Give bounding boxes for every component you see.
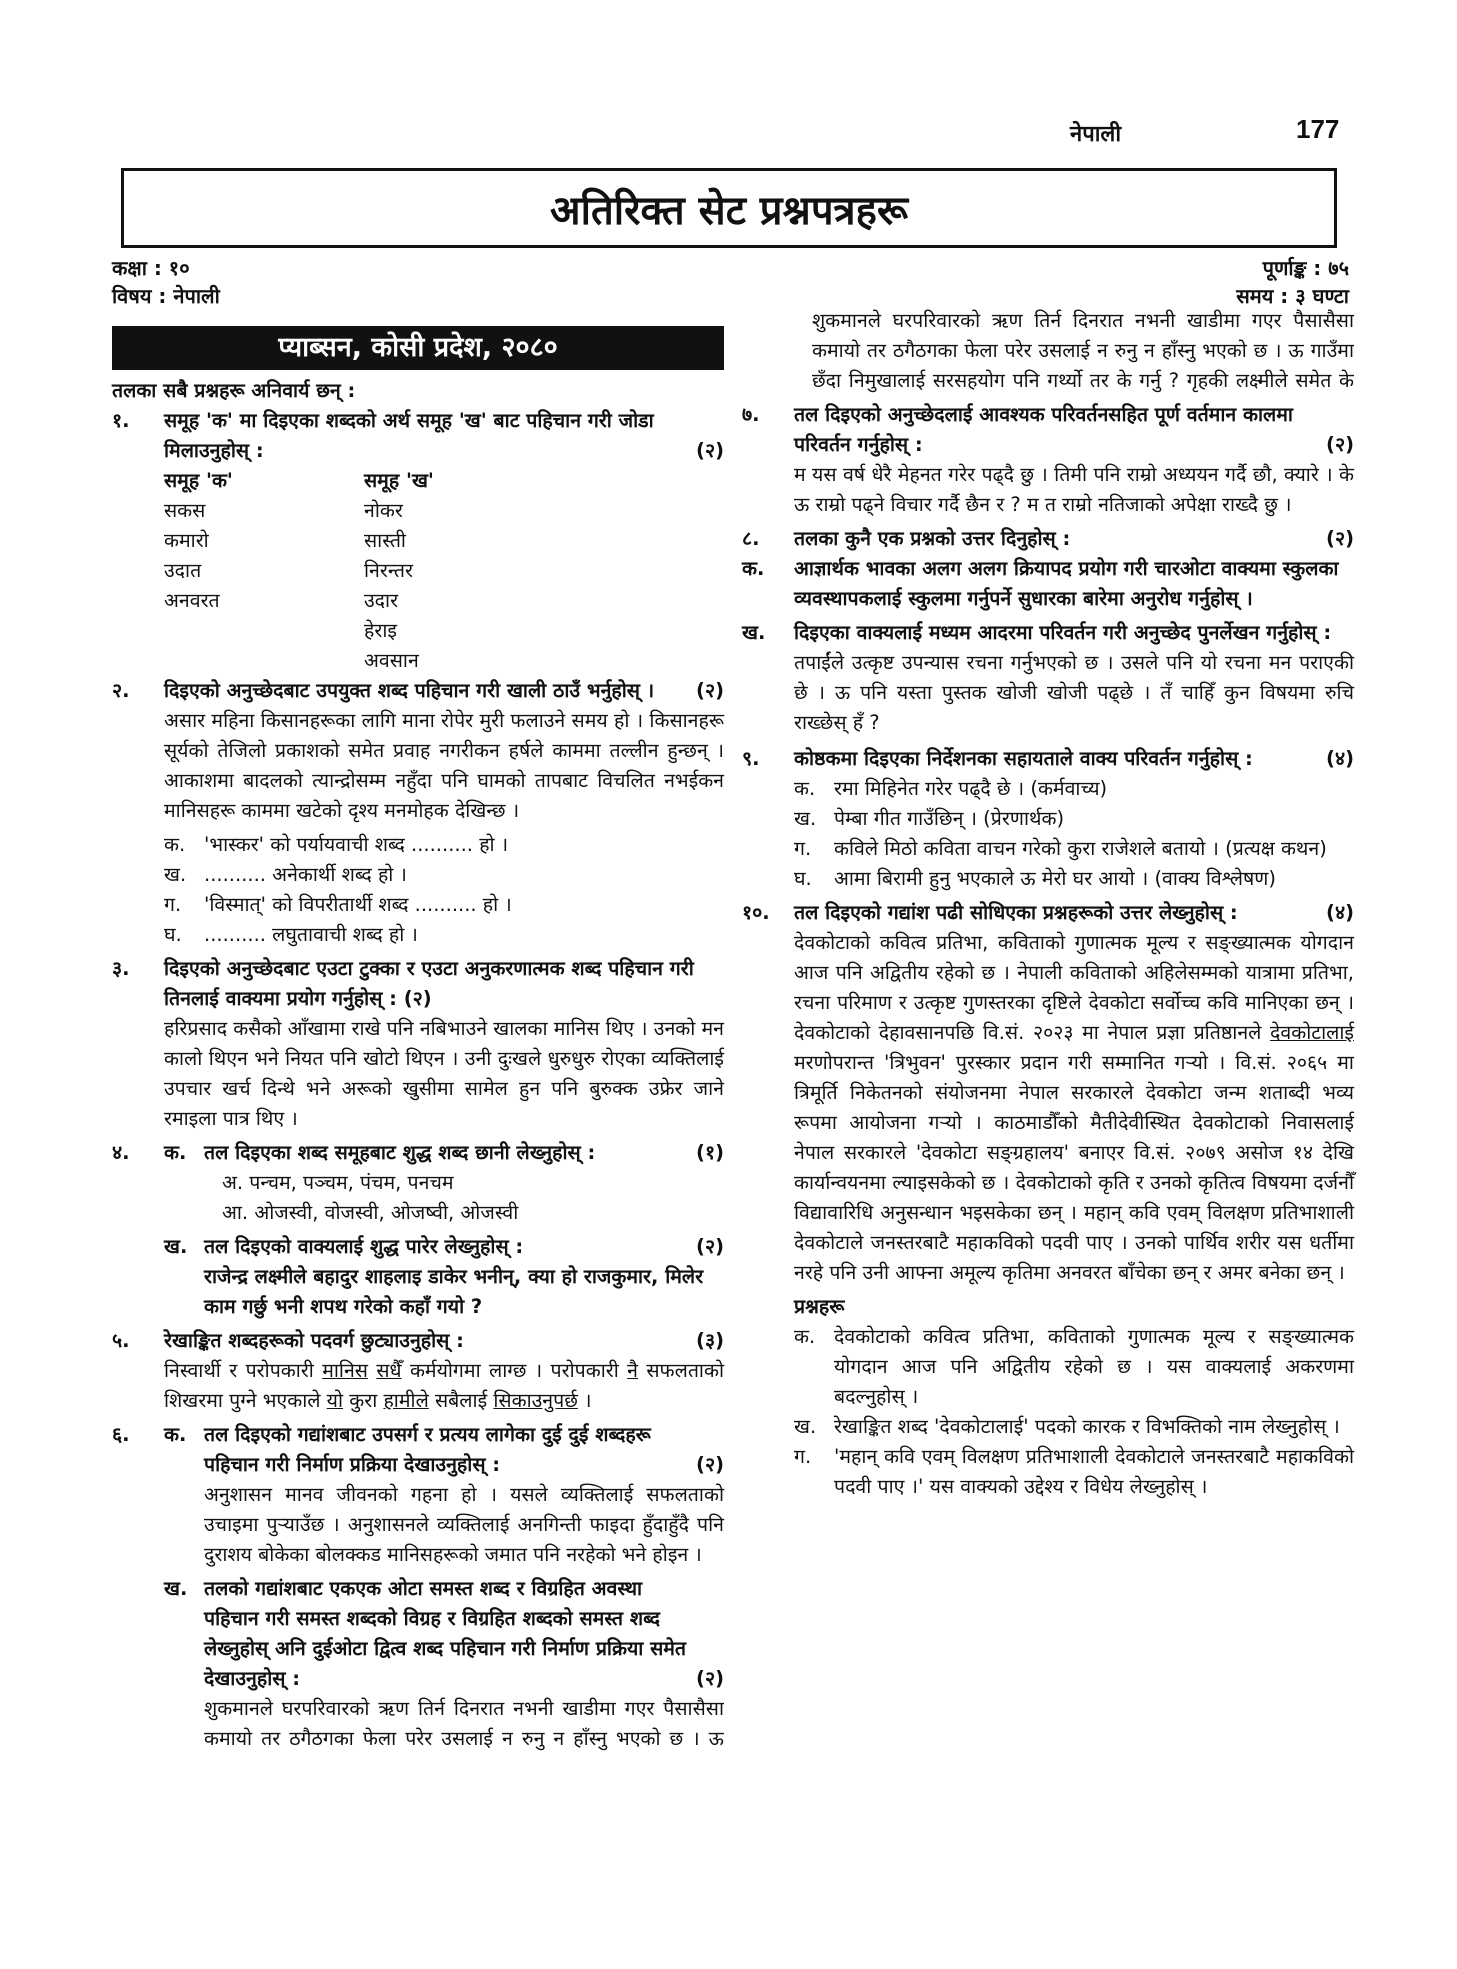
question-10 bbox=[742, 898, 1354, 928]
passage: तपाईंले उत्कृष्ट उपन्यास रचना गर्नुभएको छ । उसले पनि यो रचना मन पराएकी छे । ऊ पनि यस्ता पुस्तक खोजी खोजी पढ्छे । तँ चाहिँ कुन विषयमा रुचि राख्छेस् हँ ? bbox=[794, 651, 1354, 734]
question-marks: (२) bbox=[696, 1235, 724, 1258]
subject-label: विषय : नेपाली bbox=[112, 284, 220, 308]
exam-banner: प्याब्सन, कोसी प्रदेश, २०८० bbox=[112, 326, 724, 370]
sub-item-text: 'विस्मात्' को विपरीतार्थी शब्द .......... हो । bbox=[204, 893, 512, 916]
sub-question-text: आज्ञार्थक भावका अलग अलग क्रियापद प्रयोग गरी चारओटा वाक्यमा स्कुलका व्यवस्थापकलाई स्कुलमा गर्नुपर्ने सुधारका बारेमा अनुरोध गर्नुहोस् । bbox=[794, 557, 1339, 610]
sub-item bbox=[112, 920, 724, 950]
question-text: दिइएको अनुच्छेदबाट उपयुक्त शब्द पहिचान गरी खाली ठाउँ भर्नुहोस् । bbox=[164, 679, 655, 702]
passage-text: कुरा bbox=[343, 1389, 384, 1412]
passage-text: कर्मयोगमा लाग्छ । परोपकारी bbox=[401, 1359, 628, 1382]
sub-item-text: 'महान् कवि एवम् विलक्षण प्रतिभाशाली देवकोटाले जनस्तरबाटै महाकविको पदवी पाए ।' यस वाक्यको उद्देश्य र विधेय लेख्नुहोस् । bbox=[834, 1445, 1354, 1498]
question-9 bbox=[742, 744, 1354, 774]
question-marks: (३) bbox=[696, 1329, 724, 1352]
sub-item-label: घ. bbox=[164, 923, 182, 946]
group-b-item: निरन्तर bbox=[364, 559, 413, 582]
question-number: ४. bbox=[112, 1141, 130, 1164]
group-b-heading: समूह 'ख' bbox=[364, 469, 434, 492]
question-number: ९. bbox=[742, 747, 760, 770]
passage-text: सफलताको शिखरमा पुग्ने भएकाले bbox=[164, 1359, 725, 1412]
question-2 bbox=[112, 676, 724, 706]
underlined-word: सिकाउनुपर्छ bbox=[493, 1389, 578, 1412]
question-text: तलका कुनै एक प्रश्नको उत्तर दिनुहोस् : bbox=[794, 527, 1071, 550]
question-marks: (४) bbox=[1326, 747, 1354, 770]
question-marks: (२) bbox=[696, 1667, 724, 1690]
passage-text: मरणोपरान्त 'त्रिभुवन' पुरस्कार प्रदान गरी सम्मानित गर्‍यो । वि.सं. २०६५ मा त्रिमूर्ति निकेतनको संयोजनमा नेपाल सरकारले देवकोटा जन्म शताब्दी भव्य रूपमा आयोजना गर्‍यो । काठमाडौँको मैतीदेवीस्थित देवकोटाको निवासलाई नेपाल सरकारले 'देवकोटा सङ्ग्रहालय' बनाएर वि.सं. २०७९ असोज १४ देखि कार्यान्वयनमा ल्याइसकेको छ । देवकोटाको कृति र उनको कृतित्व विषयमा दर्जनौँ विद्यावारिधि अनुसन्धान भइसकेका छन् । महान् कवि एवम् विलक्षण प्रतिभाशाली देवकोटाले जनस्तरबाटै महाकविको पदवी पाए । उनको पार्थिव शरीर यस धर्तीमा नरहे पनि उनी आफ्ना अमूल्य कृतिमा अनवरत बाँचेका छन् र अमर बनेका छन् । bbox=[794, 1051, 1354, 1284]
question-number: ३. bbox=[112, 957, 130, 980]
question-marks: (२) bbox=[696, 439, 724, 462]
question-text: तल दिइएको अनुच्छेदलाई आवश्यक परिवर्तनसहित पूर्ण वर्तमान कालमा परिवर्तन गर्नुहोस् : bbox=[794, 403, 1293, 456]
passage-text: सबैलाई bbox=[428, 1389, 494, 1412]
group-b-item: अवसान bbox=[364, 649, 419, 672]
group-b-item: उदार bbox=[364, 589, 399, 612]
matching-table bbox=[112, 466, 724, 676]
question-marks: (२) bbox=[696, 1453, 724, 1476]
question-5 bbox=[112, 1326, 724, 1356]
sub-item-label: ग. bbox=[794, 1445, 812, 1468]
passage: असार महिना किसानहरूका लागि माना रोपेर मुरी फलाउने समय हो । किसानहरू सूर्यको तेजिलो प्रकाशको समेत प्रवाह नगरीकन हर्षले काममा तल्लीन हुन्छन् । आकाशमा बादलको त्यान्द्रोसम्म नहुँदा पनि घामको तापबाट विचलित नभईकन मानिसहरू काममा खटेको दृश्य मनमोहक देखिन्छ । bbox=[164, 709, 724, 822]
question-number: ६. bbox=[112, 1423, 130, 1446]
question-8 bbox=[742, 524, 1354, 554]
running-header-subject: नेपाली bbox=[1070, 122, 1122, 147]
sub-item-text: आमा बिरामी हुनु भएकाले ऊ मेरो घर आयो । (वाक्य विश्लेषण) bbox=[834, 867, 1277, 890]
passage: हरिप्रसाद कसैको आँखामा राखे पनि नबिभाउने खालका मानिस थिए । उनको मन कालो थिएन भने नियत पनि खोटो थिएन । उनी दुःखले धुरुधुरु रोएका व्यक्तिलाई उपचार खर्च दिन्थे भने अरूको खुसीमा सामेल हुन पनि बुरुक्क उफ्रेर जाने रमाइला पात्र थिए । bbox=[164, 1017, 724, 1130]
sub-question bbox=[742, 618, 1354, 648]
question-marks: (१) bbox=[696, 1141, 724, 1164]
group-b-item: सास्ती bbox=[364, 529, 406, 552]
sub-item-text: पेम्बा गीत गाउँछिन् । (प्रेरणार्थक) bbox=[834, 807, 1065, 830]
passage-text: निस्वार्थी र परोपकारी bbox=[164, 1359, 323, 1382]
group-a-item bbox=[164, 616, 364, 646]
page-title: अतिरिक्त सेट प्रश्नपत्रहरू bbox=[121, 168, 1337, 248]
sub-item-text: रमा मिहिनेत गरेर पढ्दै छे । (कर्मवाच्य) bbox=[834, 777, 1108, 800]
questions-heading: प्रश्नहरू bbox=[794, 1295, 845, 1318]
sub-item-text: .......... अनेकार्थी शब्द हो । bbox=[204, 863, 407, 886]
class-label: कक्षा : १० bbox=[112, 256, 190, 280]
sub-item-text: .......... लघुतावाची शब्द हो । bbox=[204, 923, 418, 946]
sub-question-label: क. bbox=[164, 1423, 187, 1446]
sub-item-label: ग. bbox=[164, 893, 182, 916]
page-number: 177 bbox=[1296, 114, 1340, 144]
question-text: रेखाङ्कित शब्दहरूको पदवर्ग छुट्याउनुहोस् : bbox=[164, 1329, 464, 1352]
underlined-word: देवकोटालाई bbox=[1270, 1021, 1354, 1044]
question-text: समूह 'क' मा दिइएका शब्दको अर्थ समूह 'ख' बाट पहिचान गरी जोडा मिलाउनुहोस् : bbox=[164, 409, 654, 462]
sub-item-label: ख. bbox=[164, 863, 187, 886]
sub-item bbox=[742, 864, 1354, 894]
sub-question-label: ख. bbox=[164, 1577, 188, 1600]
sub-question-label: ख. bbox=[742, 621, 766, 644]
full-marks-label: पूर्णाङ्क : ७५ bbox=[1262, 256, 1349, 280]
right-column bbox=[742, 306, 1354, 1502]
question-text: तल दिइएको गद्यांशबाट उपसर्ग र प्रत्यय लागेका दुई दुई शब्दहरू पहिचान गरी निर्माण प्रक्रिया देखाउनुहोस् : bbox=[204, 1423, 651, 1476]
question-text: तल दिइएका शब्द समूहबाट शुद्ध शब्द छानी लेख्नुहोस् : bbox=[204, 1141, 596, 1164]
sub-question-label: ख. bbox=[164, 1235, 188, 1258]
sub-item bbox=[112, 830, 724, 860]
group-b-item: नोकर bbox=[364, 499, 403, 522]
question-marks: (४) bbox=[1326, 901, 1354, 924]
group-a-item bbox=[164, 646, 364, 676]
underlined-word: हामीले bbox=[383, 1389, 429, 1412]
question-text: दिइएको अनुच्छेदबाट एउटा टुक्का र एउटा अनुकरणात्मक शब्द पहिचान गरी तिनलाई वाक्यमा प्रयोग गर्नुहोस् : (२) bbox=[164, 957, 694, 1010]
question-4 bbox=[112, 1138, 724, 1168]
underlined-word: मानिस bbox=[322, 1359, 368, 1382]
question-number: १. bbox=[112, 409, 130, 432]
sub-item bbox=[742, 1442, 1354, 1502]
sub-question-text: तलको गद्यांशबाट एकएक ओटा समस्त शब्द र विग्रहित अवस्था पहिचान गरी समस्त शब्दको विग्रह र विग्रहित शब्दको समस्त शब्द लेख्नुहोस् अनि दुईओटा द्वित्व शब्द पहिचान गरी निर्माण प्रक्रिया समेत देखाउनुहोस् : bbox=[204, 1577, 687, 1690]
sub-item-label: क. bbox=[794, 1325, 816, 1348]
passage: म यस वर्ष धेरै मेहनत गरेर पढ्दै छु । तिमी पनि राम्रो अध्ययन गर्दै छौ, क्यारे । के ऊ राम्रो पढ्ने विचार गर्दै छैन र ? म त राम्रो नतिजाको अपेक्षा राख्दै छु । bbox=[794, 463, 1354, 516]
question-3 bbox=[112, 954, 724, 1014]
option-line: आ. ओजस्वी, वोजस्वी, ओजष्वी, ओजस्वी bbox=[222, 1201, 519, 1224]
question-6 bbox=[112, 1420, 724, 1480]
underlined-word: यो bbox=[326, 1389, 344, 1412]
instruction: तलका सबै प्रश्नहरू अनिवार्य छन् : bbox=[112, 379, 356, 402]
underlined-word: नै bbox=[627, 1359, 638, 1382]
question-number: ८. bbox=[742, 527, 760, 550]
sub-question-label: क. bbox=[742, 557, 765, 580]
sub-item bbox=[112, 860, 724, 890]
group-a-item: अनवरत bbox=[164, 589, 220, 612]
sub-item bbox=[742, 834, 1354, 864]
sub-item-label: घ. bbox=[794, 867, 812, 890]
question-number: ७. bbox=[742, 403, 760, 426]
sub-item bbox=[742, 1412, 1354, 1442]
left-column bbox=[112, 316, 724, 1754]
group-a-item: कमारो bbox=[164, 529, 209, 552]
sub-item bbox=[112, 890, 724, 920]
question-marks: (२) bbox=[696, 679, 724, 702]
underlined-word: सधैँ bbox=[376, 1359, 402, 1382]
question-number: ५. bbox=[112, 1329, 130, 1352]
group-a-item: सकस bbox=[164, 499, 206, 522]
passage-text: । bbox=[577, 1389, 592, 1412]
sub-item-text: देवकोटाको कवित्व प्रतिभा, कविताको गुणात्मक मूल्य र सङ्ख्यात्मक योगदान आज पनि अद्वितीय रहेको छ । यस वाक्यलाई अकरणमा बदल्नुहोस् । bbox=[834, 1325, 1354, 1408]
sub-item bbox=[742, 804, 1354, 834]
sub-item-text: कविले मिठो कविता वाचन गरेको कुरा राजेशले बतायो । (प्रत्यक्ष कथन) bbox=[834, 837, 1327, 860]
question-text: कोष्ठकमा दिइएका निर्देशनका सहायताले वाक्य परिवर्तन गर्नुहोस् : bbox=[794, 747, 1253, 770]
sub-question-label: क. bbox=[164, 1141, 187, 1164]
sub-item-label: ग. bbox=[794, 837, 812, 860]
option-line: अ. पन्चम, पञ्चम, पंचम, पनचम bbox=[222, 1171, 454, 1194]
question-1 bbox=[112, 406, 724, 466]
sub-item-label: ख. bbox=[794, 1415, 817, 1438]
sub-item bbox=[742, 774, 1354, 804]
sub-question bbox=[742, 554, 1354, 614]
passage: शुकमानले घरपरिवारको ऋण तिर्न दिनरात नभनी खाडीमा गएर पैसासैसा कमायो तर ठगैठगका फेला परेर उसलाई न रुनु न हाँस्नु भएको छ । ऊ bbox=[204, 1697, 724, 1750]
passage bbox=[742, 928, 1354, 1288]
question-number: १०. bbox=[742, 901, 770, 924]
sub-item-text: रेखाङ्कित शब्द 'देवकोटालाई' पदको कारक र विभक्तिको नाम लेख्नुहोस् । bbox=[834, 1415, 1340, 1438]
passage-continued: शुकमानले घरपरिवारको ऋण तिर्न दिनरात नभनी खाडीमा गएर पैसासैसा कमायो तर ठगैठगका फेला परेर उसलाई न रुनु न हाँस्नु भएको छ । ऊ गाउँमा छँदा निमुखालाई सरसहयोग पनि गर्थ्यो तर के गर्नु ? गृहकी लक्ष्मीले समेत के bbox=[812, 309, 1354, 392]
sub-item-label: क. bbox=[794, 777, 816, 800]
group-b-item: हेराइ bbox=[364, 619, 397, 642]
passage: अनुशासन मानव जीवनको गहना हो । यसले व्यक्तिलाई सफलताको उचाइमा पुर्‍याउँछ । अनुशासनले व्यक्तिलाई अनगिन्ती फाइदा हुँदाहुँदै पनि दुराशय बोकेका बोलक्कड मानिसहरूको जमात पनि नरहेको भने होइन । bbox=[204, 1483, 724, 1566]
question-7 bbox=[742, 400, 1354, 460]
sentence-to-correct: राजेन्द्र लक्ष्मीले बहादुर शाहलाइ डाकेर भनीन्, क्या हो राजकुमार, मिलेर काम गर्छु भनी शपथ गरेको कहाँ गयो ? bbox=[204, 1265, 704, 1318]
sub-question bbox=[112, 1574, 724, 1694]
passage-text: देवकोटाको कवित्व प्रतिभा, कविताको गुणात्मक मूल्य र सङ्ख्यात्मक योगदान आज पनि अद्वितीय रहेको छ । नेपाली कविताको अहिलेसम्मको यात्रामा प्रतिभा, रचना परिमाण र उत्कृष्ट गुणस्तरका दृष्टिले देवकोटा सर्वोच्च कवि मानिएका छन् । देवकोटाको देहावसानपछि वि.सं. २०२३ मा नेपाल प्रज्ञा प्रतिष्ठानले bbox=[794, 931, 1354, 1044]
sub-item-text: 'भास्कर' को पर्यायवाची शब्द .......... हो । bbox=[204, 833, 509, 856]
sub-question bbox=[112, 1232, 724, 1262]
passage bbox=[112, 1356, 724, 1416]
question-marks: (२) bbox=[1326, 433, 1354, 456]
question-marks: (२) bbox=[1326, 527, 1354, 550]
sub-item-label: ख. bbox=[794, 807, 817, 830]
group-a-item: उदात bbox=[164, 559, 202, 582]
sub-item bbox=[742, 1322, 1354, 1412]
question-text: तल दिइएको गद्यांश पढी सोधिएका प्रश्नहरूको उत्तर लेख्नुहोस् : bbox=[794, 901, 1238, 924]
time-label: समय : ३ घण्टा bbox=[1236, 284, 1349, 308]
group-a-heading: समूह 'क' bbox=[164, 469, 233, 492]
sub-question-text: दिइएका वाक्यलाई मध्यम आदरमा परिवर्तन गरी अनुच्छेद पुनर्लेखन गर्नुहोस् : bbox=[794, 621, 1332, 644]
sub-question-text: तल दिइएको वाक्यलाई शुद्ध पारेर लेख्नुहोस् : bbox=[204, 1235, 524, 1258]
sub-item-label: क. bbox=[164, 833, 186, 856]
question-number: २. bbox=[112, 679, 130, 702]
